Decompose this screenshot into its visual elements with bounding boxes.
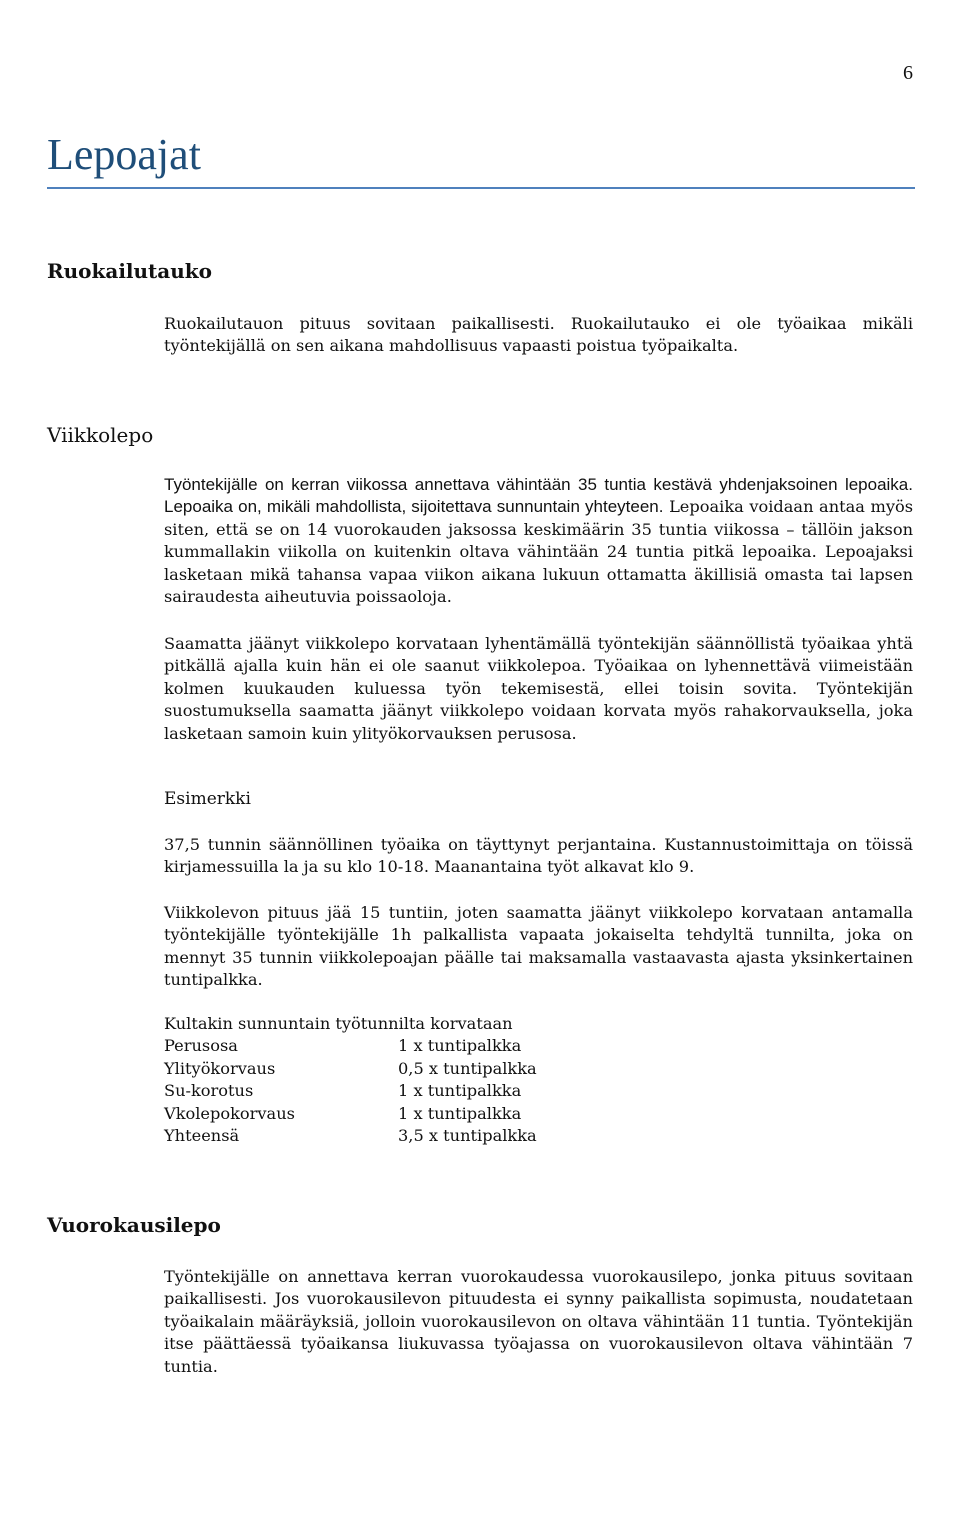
paragraph-viikkolepo-1-sans: Työntekijälle on kerran viikossa annettava vähintään 35 tuntia kestävä yhdenjaksoinen lepoaika. Lepoaika on, mikäli mahdollista, sijoitettava sunnuntain yhteyteen. (164, 475, 913, 517)
title-divider (47, 187, 915, 189)
table-row (164, 1103, 537, 1125)
heading-esimerkki: Esimerkki (164, 789, 251, 809)
page-number: 6 (903, 62, 913, 84)
table-row (164, 1080, 537, 1102)
paragraph-esimerkki-1: 37,5 tunnin säännöllinen työaika on täyttynyt perjantaina. Kustannustoimittaja on töissä kirjamessuilla la ja su klo 10-18. Maanantaina työt alkavat klo 9. (164, 835, 913, 877)
table-row (164, 1035, 537, 1057)
list-intro: Kultakin sunnuntain työtunnilta korvataan (164, 1014, 513, 1033)
row-label: Vkolepokorvaus (164, 1103, 295, 1123)
table-row (164, 1125, 537, 1147)
row-label: Yhteensä (164, 1125, 240, 1145)
paragraph-ruokailutauko: Ruokailutauon pituus sovitaan paikallisesti. Ruokailutauko ei ole työaikaa mikäli työntekijällä on sen aikana mahdollisuus vapaasti poistua työpaikalta. (164, 314, 913, 356)
row-value: 3,5 x tuntipalkka (398, 1125, 537, 1145)
heading-vuorokausilepo: Vuorokausilepo (47, 1213, 221, 1237)
row-value: 1 x tuntipalkka (398, 1081, 522, 1101)
row-label: Perusosa (164, 1036, 238, 1056)
page-title: Lepoajat (47, 130, 201, 179)
table-row (164, 1058, 537, 1080)
paragraph-viikkolepo-1-serif: Lepoaika voidaan antaa myös siten, että se on 14 vuorokauden jaksossa keskimäärin 35 tuntia viikossa – tällöin jakson kummallakin viikolla on kuitenkin oltava vähintään 24 tuntia pitkä lepoaika. Lepoajaksi lasketaan mikä tahansa vapaa viikon aikana lukuun ottamatta äkillisiä omasta tai lapsen sairaudesta aiheutuvia poissaoloja. (164, 497, 914, 607)
row-label: Ylityökorvaus (164, 1058, 276, 1078)
heading-ruokailutauko: Ruokailutauko (47, 259, 212, 283)
row-label: Su-korotus (164, 1081, 254, 1101)
compensation-table (164, 1035, 537, 1147)
row-value: 1 x tuntipalkka (398, 1036, 522, 1056)
row-value: 1 x tuntipalkka (398, 1103, 522, 1123)
paragraph-esimerkki-2: Viikkolevon pituus jää 15 tuntiin, joten saamatta jäänyt viikkolepo korvataan antamalla työntekijälle työntekijälle 1h palkallista vapaata jokaiselta tehdyltä tunnilta, joka on mennyt 35 tunnin viikkolepoajan päälle tai maksamalla vastaavasta ajasta yksinkertainen tuntipalkka. (164, 903, 913, 990)
heading-viikkolepo: Viikkolepo (47, 423, 154, 447)
paragraph-vuorokausilepo: Työntekijälle on annettava kerran vuorokaudessa vuorokausilepo, jonka pituus sovitaan paikallisesti. Jos vuorokausilevon pituudesta ei synny paikallista sopimusta, noudatetaan työaikalain määräyksiä, jolloin vuorokausilevon on oltava vähintään 11 tuntia. Työntekijän itse päättäessä työaikansa liukuvassa työajassa on vuorokausilevon oltava vähintään 7 tuntia. (164, 1267, 913, 1376)
paragraph-viikkolepo-2: Saamatta jäänyt viikkolepo korvataan lyhentämällä työntekijän säännöllistä työaikaa yhtä pitkällä ajalla kuin hän ei ole saanut viikkolepoa. Työaikaa on lyhennettävä viimeistään kolmen kuukauden kuluessa työn tekemisestä, ellei toisin sovita. Työntekijän suostumuksella saamatta jäänyt viikkolepo voidaan korvata myös rahakorvauksella, joka lasketaan samoin kuin ylityökorvauksen perusosa. (164, 634, 913, 743)
paragraph-viikkolepo-1 (164, 474, 913, 608)
row-value: 0,5 x tuntipalkka (398, 1058, 537, 1078)
